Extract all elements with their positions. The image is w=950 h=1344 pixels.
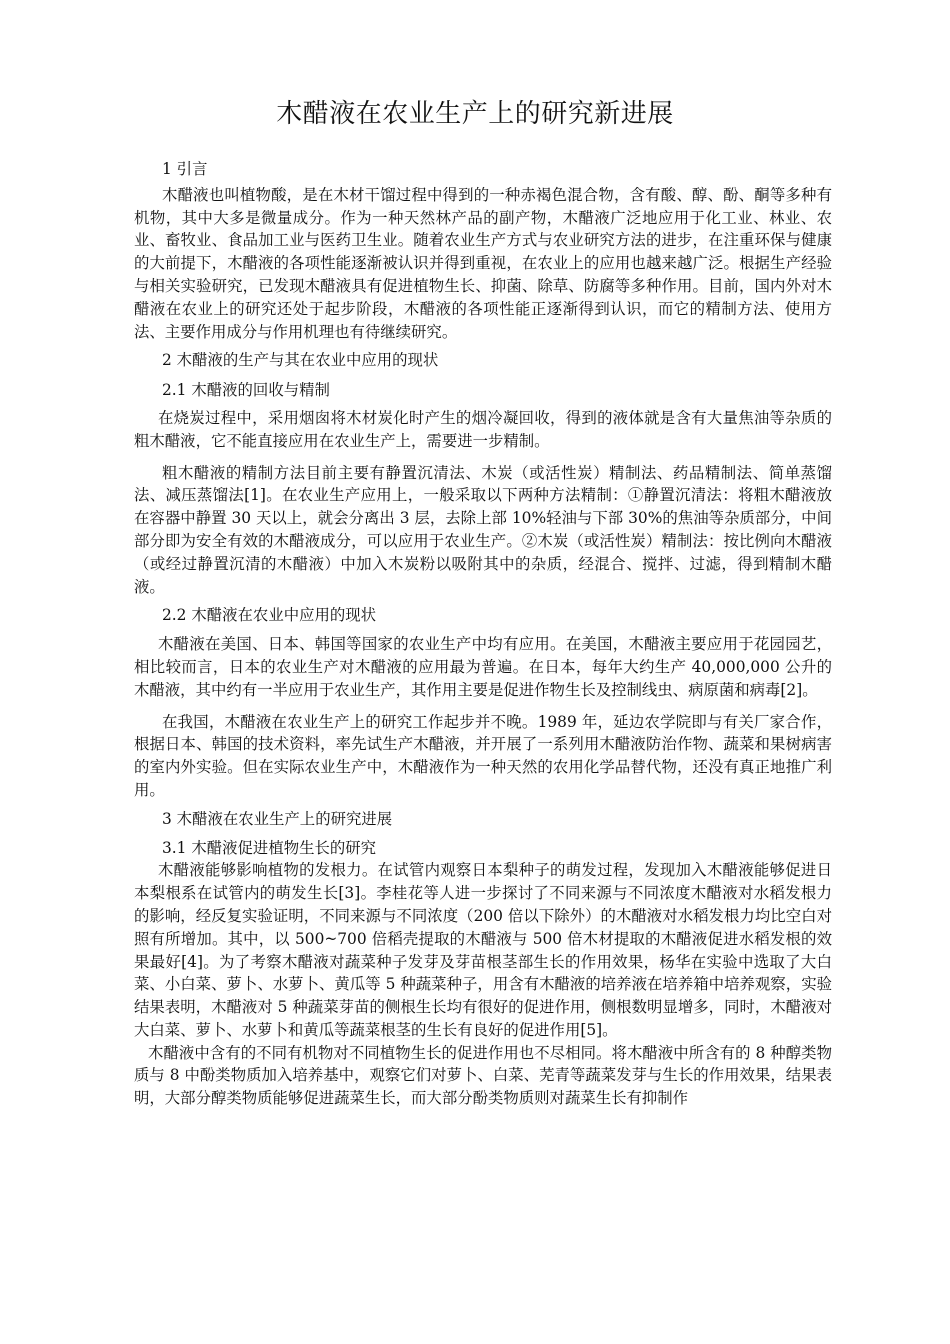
subsection-heading-2-2: 2.2 木醋液在农业中应用的现状 [162, 606, 377, 625]
section-heading-2: 2 木醋液的生产与其在农业中应用的现状 [162, 351, 439, 370]
paper-body [134, 158, 832, 1110]
paragraph-intro: 木醋液也叫植物酸，是在木材干馏过程中得到的一种赤褐色混合物，含有酸、醇、酚、酮等多种有机物，其中大多是微量成分。作为一种天然林产品的副产物，木醋液广泛地应用于化工业、林业、农业、畜牧业、食品加工业与医药卫生业。随着农业生产方式与农业研究方法的进步，在注重环保与健康的大前提下，木醋液的各项性能逐渐被认识并得到重视，在农业上的应用也越来越广泛。根据生产经验与相关实验研究，已发现木醋液具有促进植物生长、抑菌、除草、防腐等多种作用。目前，国内外对木醋液在农业上的研究还处于起步阶段，木醋液的各项性能正逐渐得到认识，而它的精制方法、使用方法、主要作用成分与作用机理也有待继续研究。 [134, 185, 832, 341]
paragraph-3-1-b: 木醋液中含有的不同有机物对不同植物生长的促进作用也不尽相同。将木醋液中所含有的 8 种醇类物质与 8 中酚类物质加入培养基中，观察它们对萝卜、白菜、芜青等蔬菜发芽与生长的作用效果，结果表明，大部分醇类物质能够促进蔬菜生长，而大部分酚类物质则对蔬菜生长有抑制作 [134, 1043, 832, 1108]
subsection-heading-3-1: 3.1 木醋液促进植物生长的研究 [162, 838, 377, 857]
section-heading-3: 3 木醋液在农业生产上的研究进展 [162, 809, 393, 828]
subsection-heading-2-1: 2.1 木醋液的回收与精制 [162, 381, 330, 400]
paragraph-2-1-b: 粗木醋液的精制方法目前主要有静置沉清法、木炭（或活性炭）精制法、药品精制法、简单蒸馏法、减压蒸馏法[1]。在农业生产应用上，一般采取以下两种方法精制：①静置沉清法：将粗木醋液放在容器中静置 30 天以上，就会分离出 3 层，去除上部 10%轻油与下部 30%的焦油等杂质部分，中间部分即为安全有效的木醋液成分，可以应用于农业生产。②木炭（或活性炭）精制法：按比例向木醋液（或经过静置沉清的木醋液）中加入木炭粉以吸附其中的杂质，经混合、搅拌、过滤，得到精制木醋液。 [134, 463, 832, 596]
paragraph-2-2-a: 木醋液在美国、日本、韩国等国家的农业生产中均有应用。在美国，木醋液主要应用于花园园艺，相比较而言，日本的农业生产对木醋液的应用最为普遍。在日本，每年大约生产 40,000,000 公升的木醋液，其中约有一半应用于农业生产，其作用主要是促进作物生长及控制线虫、病原菌和病毒[2]。 [134, 635, 832, 699]
section-heading-1: 1 引言 [162, 160, 208, 178]
paper-title: 木醋液在农业生产上的研究新进展 [276, 99, 674, 129]
paragraph-2-2-b: 在我国，木醋液在农业生产上的研究工作起步并不晚。1989 年，延边农学院即与有关厂家合作，根据日本、韩国的技术资料，率先试生产木醋液，并开展了一系列用木醋液防治作物、蔬菜和果树病害的室内外实验。但在实际农业生产中，木醋液作为一种天然的农用化学品替代物，还没有真正地推广利用。 [134, 712, 832, 799]
paragraph-3-1-a: 木醋液能够影响植物的发根力。在试管内观察日本梨种子的萌发过程，发现加入木醋液能够促进日本梨根系在试管内的萌发生长[3]。李桂花等人进一步探讨了不同来源与不同浓度木醋液对水稻发根力的影响，经反复实验证明，不同来源与不同浓度（200 倍以下除外）的木醋液对水稻发根力均比空白对照有所增加。其中，以 500~700 倍稻壳提取的木醋液与 500 倍木材提取的木醋液促进水稻发根的效果最好[4]。为了考察木醋液对蔬菜种子发芽及芽苗根茎部生长的作用效果，杨华在实验中选取了大白菜、小白菜、萝卜、水萝卜、黄瓜等 5 种蔬菜种子，用含有木醋液的培养液在培养箱中培养观察，实验结果表明，木醋液对 5 种蔬菜芽苗的侧根生长均有很好的促进作用，侧根数明显增多，同时，木醋液对大白菜、萝卜、水萝卜和黄瓜等蔬菜根茎的生长有良好的促进作用[5]。 [134, 861, 832, 1039]
paragraph-2-1-a: 在烧炭过程中，采用烟囱将木材炭化时产生的烟冷凝回收，得到的液体就是含有大量焦油等杂质的粗木醋液，它不能直接应用在农业生产上，需要进一步精制。 [134, 408, 832, 450]
